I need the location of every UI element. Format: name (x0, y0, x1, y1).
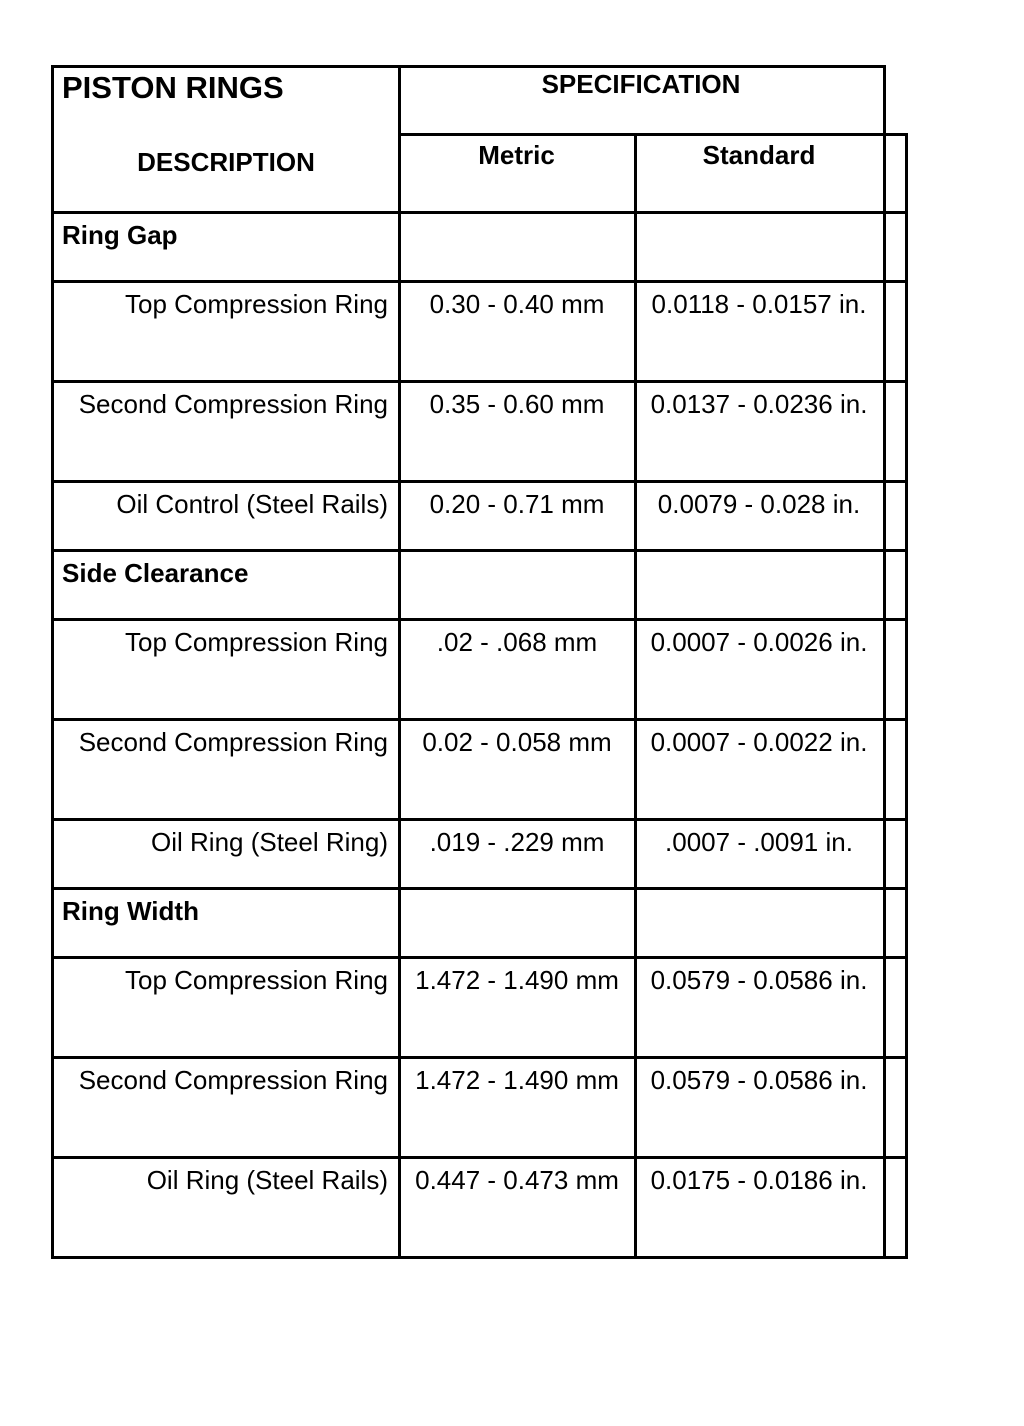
row-standard: 0.0007 - 0.0026 in. (650, 627, 868, 657)
row-standard: 0.0175 - 0.0186 in. (650, 1165, 868, 1195)
row-metric: 0.20 - 0.71 mm (429, 489, 605, 519)
row-standard: 0.0118 - 0.0157 in. (651, 289, 867, 319)
row-divider (51, 887, 908, 890)
row-standard: 0.0579 - 0.0586 in. (650, 1065, 868, 1095)
row-description: Second Compression Ring (78, 389, 388, 419)
row-description: Second Compression Ring (78, 727, 388, 757)
row-description: Top Compression Ring (124, 627, 388, 657)
row-divider (51, 480, 908, 483)
row-divider (51, 380, 908, 383)
section-label: Side Clearance (62, 558, 249, 588)
row-divider (51, 1156, 908, 1159)
table-right-border (905, 133, 908, 1259)
row-description: Top Compression Ring (124, 289, 388, 319)
standard-header: Standard (702, 140, 816, 170)
row-metric: 1.472 - 1.490 mm (415, 1065, 619, 1095)
table-left-border (51, 65, 54, 1259)
header-bottom-border (51, 211, 908, 214)
row-divider (51, 618, 908, 621)
row-divider (51, 818, 908, 821)
row-divider (51, 956, 908, 959)
spec-header-divider (398, 133, 908, 136)
row-standard: 0.0079 - 0.028 in. (657, 489, 861, 519)
row-metric: 0.447 - 0.473 mm (415, 1165, 619, 1195)
row-description: Oil Control (Steel Rails) (116, 489, 388, 519)
metric-header: Metric (478, 140, 555, 170)
row-standard: 0.0007 - 0.0022 in. (650, 727, 868, 757)
table-top-border (51, 65, 886, 68)
row-standard: 0.0579 - 0.0586 in. (650, 965, 868, 995)
row-metric: .019 - .229 mm (429, 827, 605, 857)
row-description: Second Compression Ring (78, 1065, 388, 1095)
row-standard: 0.0137 - 0.0236 in. (650, 389, 868, 419)
row-metric: 0.35 - 0.60 mm (429, 389, 605, 419)
row-divider (51, 1056, 908, 1059)
row-metric: 0.02 - 0.058 mm (422, 727, 612, 757)
row-standard: .0007 - .0091 in. (665, 827, 853, 857)
row-divider (51, 1256, 908, 1259)
row-metric: .02 - .068 mm (436, 627, 598, 657)
row-description: Oil Ring (Steel Ring) (151, 827, 388, 857)
row-description: Oil Ring (Steel Rails) (146, 1165, 388, 1195)
row-divider (51, 280, 908, 283)
row-divider (51, 718, 908, 721)
column-divider-description (398, 65, 401, 1259)
row-description: Top Compression Ring (124, 965, 388, 995)
row-metric: 0.30 - 0.40 mm (429, 289, 605, 319)
row-metric: 1.472 - 1.490 mm (415, 965, 619, 995)
row-divider (51, 549, 908, 552)
column-divider-standard-right (883, 65, 886, 1259)
description-header: DESCRIPTION (137, 147, 315, 177)
table-title: PISTON RINGS (62, 70, 284, 105)
specification-header: SPECIFICATION (541, 69, 741, 99)
section-label: Ring Width (62, 896, 199, 926)
column-divider-metric (634, 133, 637, 1259)
section-label: Ring Gap (62, 220, 178, 250)
